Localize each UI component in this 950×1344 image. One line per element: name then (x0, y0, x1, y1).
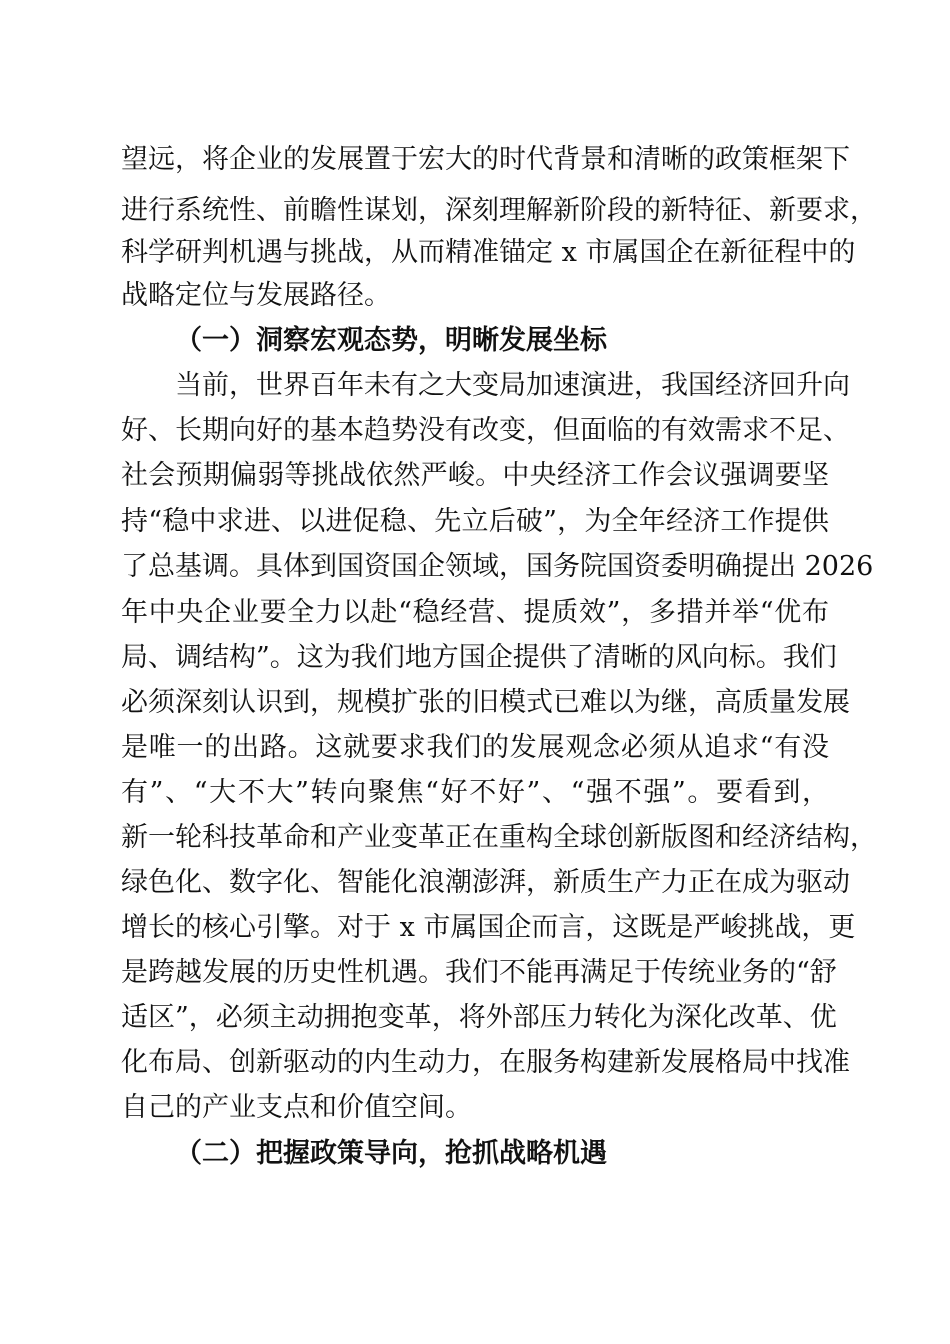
section-2-heading: （二）把握政策导向，抢抓战略机遇 (175, 1138, 607, 1169)
section-1-line-9: 是唯一的出路。这就要求我们的发展观念必须从追求“有没 (121, 732, 829, 763)
section-1-line-2: 好、长期向好的基本趋势没有改变，但面临的有效需求不足、 (121, 415, 850, 446)
section-1-line-14: 是跨越发展的历史性机遇。我们不能再满足于传统业务的“舒 (121, 957, 837, 988)
intro-line-4: 战略定位与发展路径。 (121, 280, 391, 311)
section-1-heading: （一）洞察宏观态势，明晰发展坐标 (175, 325, 607, 356)
section-1-line-3: 社会预期偏弱等挑战依然严峻。中央经济工作会议强调要坚 (121, 460, 829, 491)
section-1-line-17: 自己的产业支点和价值空间。 (121, 1092, 472, 1123)
intro-line-2: 进行系统性、前瞻性谋划，深刻理解新阶段的新特征、新要求， (121, 195, 877, 226)
section-1-line-15: 适区”，必须主动拥抱变革，将外部压力转化为深化改革、优 (121, 1002, 837, 1033)
intro-line-3: 科学研判机遇与挑战，从而精准锚定 x 市属国企在新征程中的 (121, 237, 856, 268)
section-1-line-7: 局、调结构”。这为我们地方国企提供了清晰的风向标。我们 (121, 642, 837, 673)
section-1-line-6: 年中央企业要全力以赴“稳经营、提质效”，多措并举“优布 (121, 597, 829, 628)
intro-line-1: 望远，将企业的发展置于宏大的时代背景和清晰的政策框架下 (121, 144, 850, 175)
section-1-line-8: 必须深刻认识到，规模扩张的旧模式已难以为继，高质量发展 (121, 687, 850, 718)
section-1-line-1: 当前，世界百年未有之大变局加速演进，我国经济回升向 (175, 370, 850, 401)
section-1-line-5: 了总基调。具体到国资国企领域，国务院国资委明确提出 2026 (121, 551, 874, 582)
section-1-line-13: 增长的核心引擎。对于 x 市属国企而言，这既是严峻挑战，更 (121, 912, 856, 943)
section-1-line-4: 持“稳中求进、以进促稳、先立后破”，为全年经济工作提供 (121, 506, 829, 537)
section-1-line-11: 新一轮科技革命和产业变革正在重构全球创新版图和经济结构， (121, 822, 877, 853)
section-1-line-12: 绿色化、数字化、智能化浪潮澎湃，新质生产力正在成为驱动 (121, 867, 850, 898)
section-1-line-10: 有”、“大不大”转向聚焦“好不好”、“强不强”。要看到， (121, 777, 829, 808)
section-1-line-16: 化布局、创新驱动的内生动力，在服务构建新发展格局中找准 (121, 1047, 850, 1078)
